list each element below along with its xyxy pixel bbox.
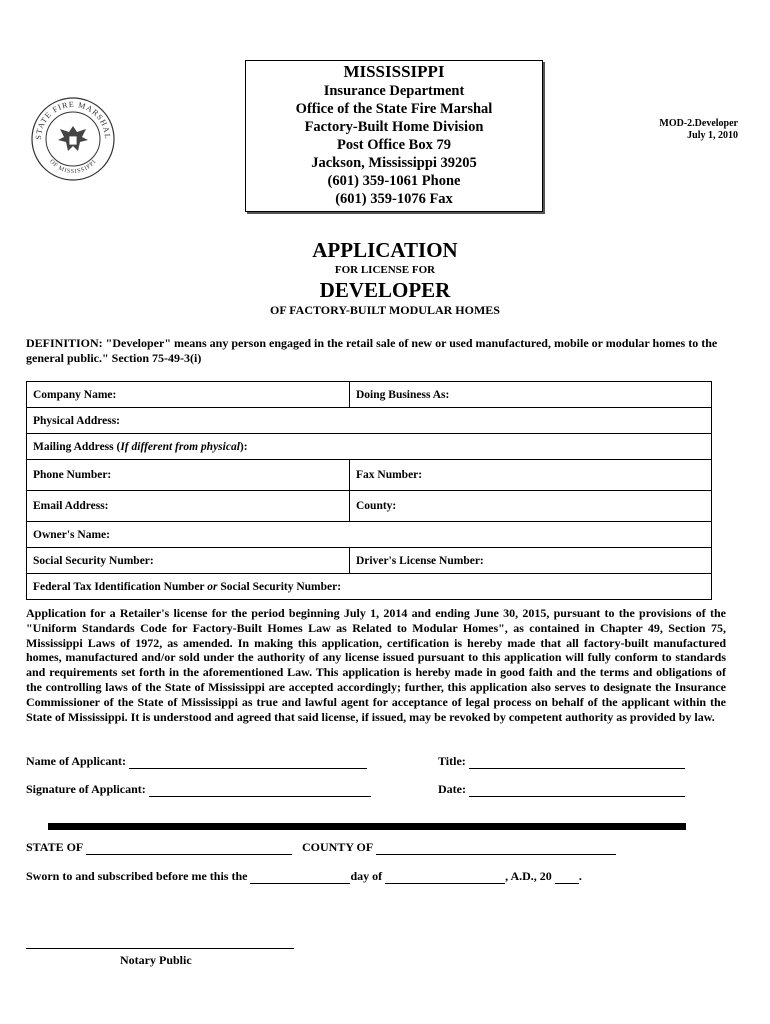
doing-business-as-field[interactable] <box>350 382 711 407</box>
county-label: County: <box>356 500 397 512</box>
sworn-ad-label: , A.D., 20 <box>505 869 552 883</box>
notary-signature-line[interactable] <box>26 948 294 949</box>
county-of-label: COUNTY OF <box>302 840 374 854</box>
seal-bottom-text: OF MISSISSIPPI <box>48 158 98 176</box>
section-divider <box>48 823 686 830</box>
fire-marshal-seal-icon <box>30 96 116 182</box>
ssn-field[interactable] <box>27 548 350 573</box>
header-line-department: Insurance Department <box>323 83 465 99</box>
form-id: MOD-2.Developer <box>659 118 738 129</box>
owners-name-label: Owner's Name: <box>33 528 110 541</box>
fein-label: Federal Tax Identification Number or Social Security Number: <box>33 580 342 593</box>
county-field[interactable] <box>350 491 711 521</box>
signature-of-applicant-line[interactable] <box>26 782 371 797</box>
name-of-applicant-line[interactable] <box>26 754 367 769</box>
state-of-line[interactable] <box>26 840 292 855</box>
county-of-line[interactable] <box>302 840 616 855</box>
title-label: Title: <box>438 754 466 768</box>
header-state: MISSISSIPPI <box>343 62 445 81</box>
date-line[interactable] <box>438 782 685 797</box>
header-line-division: Factory-Built Home Division <box>304 119 484 135</box>
phone-number-field[interactable] <box>27 460 350 490</box>
notary-public-label: Notary Public <box>120 953 192 967</box>
sworn-month-blank[interactable] <box>385 871 505 884</box>
applicant-info-table <box>26 381 712 600</box>
header-line-office: Office of the State Fire Marshal <box>295 101 493 117</box>
drivers-license-label: Driver's License Number: <box>356 554 484 567</box>
state-of-label: STATE OF <box>26 840 84 854</box>
doing-business-as-label: Doing Business As: <box>356 388 450 401</box>
form-date: July 1, 2010 <box>687 130 738 141</box>
subtitle-for-license: FOR LICENSE FOR <box>334 264 436 276</box>
date-label: Date: <box>438 782 466 796</box>
physical-address-label: Physical Address: <box>33 414 121 427</box>
fein-field[interactable] <box>27 574 711 599</box>
physical-address-field[interactable] <box>27 408 711 433</box>
title-developer: DEVELOPER <box>319 278 451 302</box>
definition-text: DEFINITION: "Developer" means any person engaged in the retail sale of new or used manufactured, mobile or modular homes to the general public." Section 75-49-3(i) <box>26 336 718 365</box>
sworn-prefix: Sworn to and subscribed before me this the <box>26 869 248 883</box>
mailing-address-field[interactable] <box>27 434 711 459</box>
email-address-label: Email Address: <box>33 500 109 512</box>
owners-name-field[interactable] <box>27 522 711 547</box>
company-name-field[interactable] <box>27 382 350 407</box>
subtitle-of-homes: OF FACTORY-BUILT MODULAR HOMES <box>270 303 500 317</box>
header-line-phone: (601) 359-1061 Phone <box>327 173 461 189</box>
sworn-line <box>26 869 582 884</box>
sworn-end: . <box>578 869 582 883</box>
company-name-label: Company Name: <box>33 388 117 401</box>
header-line-fax: (601) 359-1076 Fax <box>335 191 453 207</box>
seal-ring-text: STATE FIRE MARSHAL <box>33 99 113 140</box>
ssn-label: Social Security Number: <box>33 554 154 567</box>
header-line-po-box: Post Office Box 79 <box>337 137 451 153</box>
agency-header-box <box>245 60 543 212</box>
fax-number-label: Fax Number: <box>356 469 423 481</box>
phone-number-label: Phone Number: <box>33 469 112 481</box>
title-line[interactable] <box>438 754 685 769</box>
email-address-field[interactable] <box>27 491 350 521</box>
certification-paragraph: Application for a Retailer's license for the period beginning July 1, 2014 and ending June 30, 2015, pursuant to the provisions of the "Uniform Standards Code for Factory-Built Homes Law as Related to Modular Homes", as contained in Chapter 49, Section 75, Mississippi Laws of 1972, as amended. In making this application, certification is hereby made that all factory-built manufactured homes, manufactured and/or sold under the authority of any license issued pursuant to this application will fully conform to standards and requirements set forth in the aforementioned Law. This application is hereby made in good faith and the terms and obligations of the controlling laws of the State of Mississippi are accepted accordingly; further, this application also serves to designate the Insurance Commissioner of the State of Mississippi as true and lawful agent for acceptance of legal process on behalf of the applicant within the State of Mississippi. It is understood and agreed that said license, if issued, may be revoked by competent authority as provided by law. <box>26 606 726 724</box>
name-of-applicant-label: Name of Applicant: <box>26 754 126 768</box>
title-application: APPLICATION <box>312 238 458 262</box>
fax-number-field[interactable] <box>350 460 711 490</box>
drivers-license-field[interactable] <box>350 548 711 573</box>
form-code <box>659 118 738 142</box>
sworn-day-label: day of <box>350 869 383 883</box>
sworn-year-blank[interactable] <box>555 871 579 884</box>
signature-of-applicant-label: Signature of Applicant: <box>26 782 146 796</box>
mailing-address-label: Mailing Address (If different from physical): <box>33 440 248 453</box>
svg-text:OF MISSISSIPPI <box>48 159 98 175</box>
sworn-day-blank[interactable] <box>250 871 350 884</box>
header-line-city: Jackson, Mississippi 39205 <box>311 155 477 171</box>
